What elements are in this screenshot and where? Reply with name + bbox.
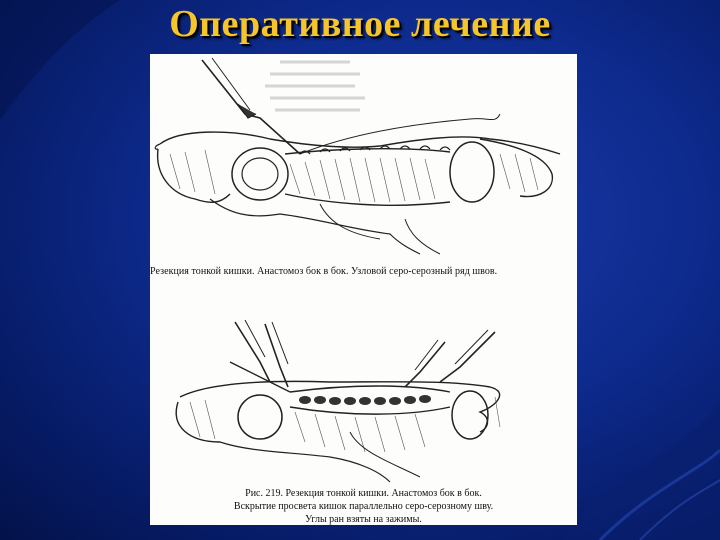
surgical-illustration-bottom [150,312,577,487]
caption-line: Углы ран взяты на зажимы. [305,514,422,525]
caption-line: Рис. 219. Резекция тонкой кишки. Анастомоз бок в бок. [245,488,482,499]
caption-line: Вскрытие просвета кишок параллельно серо-серозному шву. [233,501,494,512]
bottom-figure-caption [150,487,577,526]
scanned-page [150,54,577,525]
surgical-illustration-top [150,54,577,262]
top-figure-caption: Резекция тонкой кишки. Анастомоз бок в бок. Узловой серо-серозный ряд швов. [150,266,498,277]
slide-title: Оперативное лечение [169,3,551,45]
